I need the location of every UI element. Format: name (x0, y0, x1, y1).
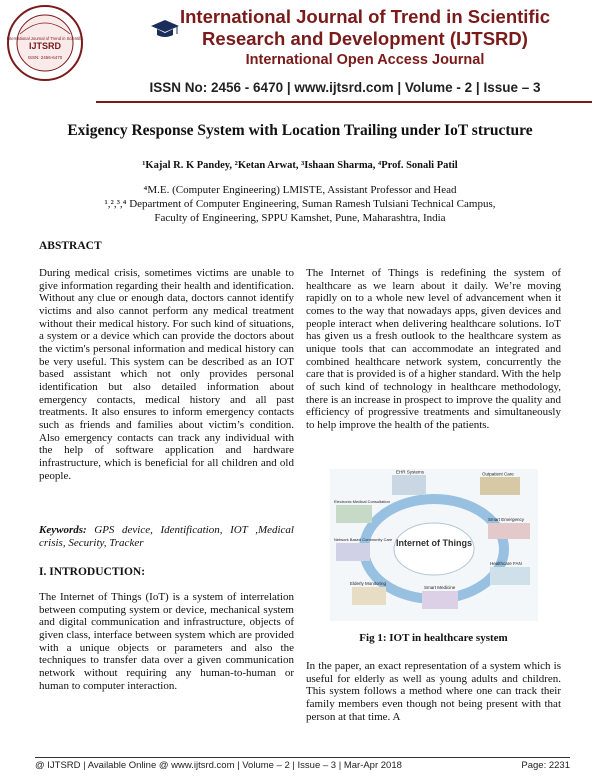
footer-divider (35, 757, 570, 758)
keywords-label: Keywords: (39, 524, 87, 536)
right-para1: The Internet of Things is redefining the system of healthcare as we learn about it daily. We’re moving rapidly on to a whole new level of advancement when it comes to the way that nowadays apps, given devices and people interact when delivering healthcare solutions. IoT has given us a fresh outlook to the healthcare system as unique tools that can accommodate an integrated and combined healthcare network system, concurrently the care that is provided is of a higher standard. With the help of such kind of technology in healthcare methodology, there is an increase in prospect to improve the quality and efficiency of progressive treatments and simultaneously to help improve the health of the patients. (306, 267, 561, 431)
journal-logo (6, 4, 84, 82)
affiliation (0, 183, 600, 225)
figure-label-emergency: Smart Emergency (488, 517, 525, 522)
intro-heading: I. INTRODUCTION: (39, 566, 146, 578)
iot-healthcare-figure (330, 469, 538, 621)
paper-title: Exigency Response System with Location Trailing under IoT structure (67, 122, 533, 139)
logo-text-center: IJTSRD (28, 41, 62, 51)
figure-caption: Fig 1: IOT in healthcare system (359, 632, 508, 644)
footer-citation: @ IJTSRD | Available Online @ www.ijtsrd.com | Volume – 2 | Issue – 3 | Mar-Apr 2018 (35, 760, 402, 771)
affiliation-line1: ⁴M.E. (Computer Engineering) LMISTE, Assistant Professor and Head (143, 184, 457, 196)
abstract-text: During medical crisis, sometimes victims are unable to give information regarding their health and identification. Without any clue or enough data, doctors cannot identify victims and also cannot perform any medical treatment without their medical history. For such kind of situations, a system or a device which can provide the doctors about the victim's personal information and medical history can be very useful. This system can be described as an IOT based assistant which not only provides personal identification but also detailed information about emergency contacts, medical history and all past treatments. It also ensures to inform emergency contacts such as friends and families about victim’s condition. Also emergency contacts can track any individual with the help of software application and hardware infrastructure, which is beneficial for all children and old people. (39, 267, 294, 482)
keywords-text: GPS device, Identification, IOT ,Medical crisis, Security, Tracker (39, 524, 294, 549)
header-divider (96, 101, 592, 103)
page-number: Page: 2231 (521, 760, 570, 771)
figure-label-elderly: Elderly Monitoring (350, 581, 387, 586)
logo-text-bottom: ISSN: 2456-6470 (27, 55, 63, 60)
open-access-label: International Open Access Journal (245, 52, 485, 68)
keywords (39, 524, 294, 549)
right-para2: In the paper, an exact representation of a system which is useful for elderly as well as young adults and children. This system follows a method where one can track their family members even though not being present with that person at that time. A (306, 660, 561, 723)
journal-title-line2: Research and Development (IJTSRD) (202, 28, 528, 49)
figure-label-community: Network Based Community Care (334, 537, 393, 542)
affiliation-line3: Faculty of Engineering, SPPU Kamshet, Pune, Maharashtra, India (154, 212, 446, 224)
logo-text-top: International Journal of Trend in Scientific (6, 36, 84, 41)
journal-title (150, 6, 580, 50)
affiliation-line2: ¹,²,³,⁴ Department of Computer Engineering, Suman Ramesh Tulsiani Technical Campus, (104, 198, 496, 210)
journal-title-line1: International Journal of Trend in Scientific (179, 6, 551, 27)
figure-label-ehr: EHR Systems (396, 469, 425, 475)
page-footer (35, 760, 570, 771)
intro-text: The Internet of Things (IoT) is a system of interrelation between computing system or device, mechanical system and digital communication and infrastructure, objects of given class, interface between system which are provided with a unique objects or parameters and also the techniques to transfer data over a given communication network without requiring any human-to-human or human to computer interaction. (39, 591, 294, 692)
abstract-heading: ABSTRACT (39, 240, 102, 252)
figure-label-medicine: Smart Medicine (424, 585, 456, 590)
figure-center-label: Internet of Things (396, 538, 472, 548)
figure-label-consultation: Electronic Medical Consultation (334, 499, 390, 504)
figure-label-fan: Healthcare FAN (490, 561, 522, 566)
figure-label-outpatient: Outpatient Care (482, 471, 514, 477)
author-list: ¹Kajal R. K Pandey, ²Ketan Arwat, ³Ishaan Sharma, ⁴Prof. Sonali Patil (142, 160, 458, 171)
issn-line: ISSN No: 2456 - 6470 | www.ijtsrd.com | Volume - 2 | Issue – 3 (149, 80, 541, 95)
